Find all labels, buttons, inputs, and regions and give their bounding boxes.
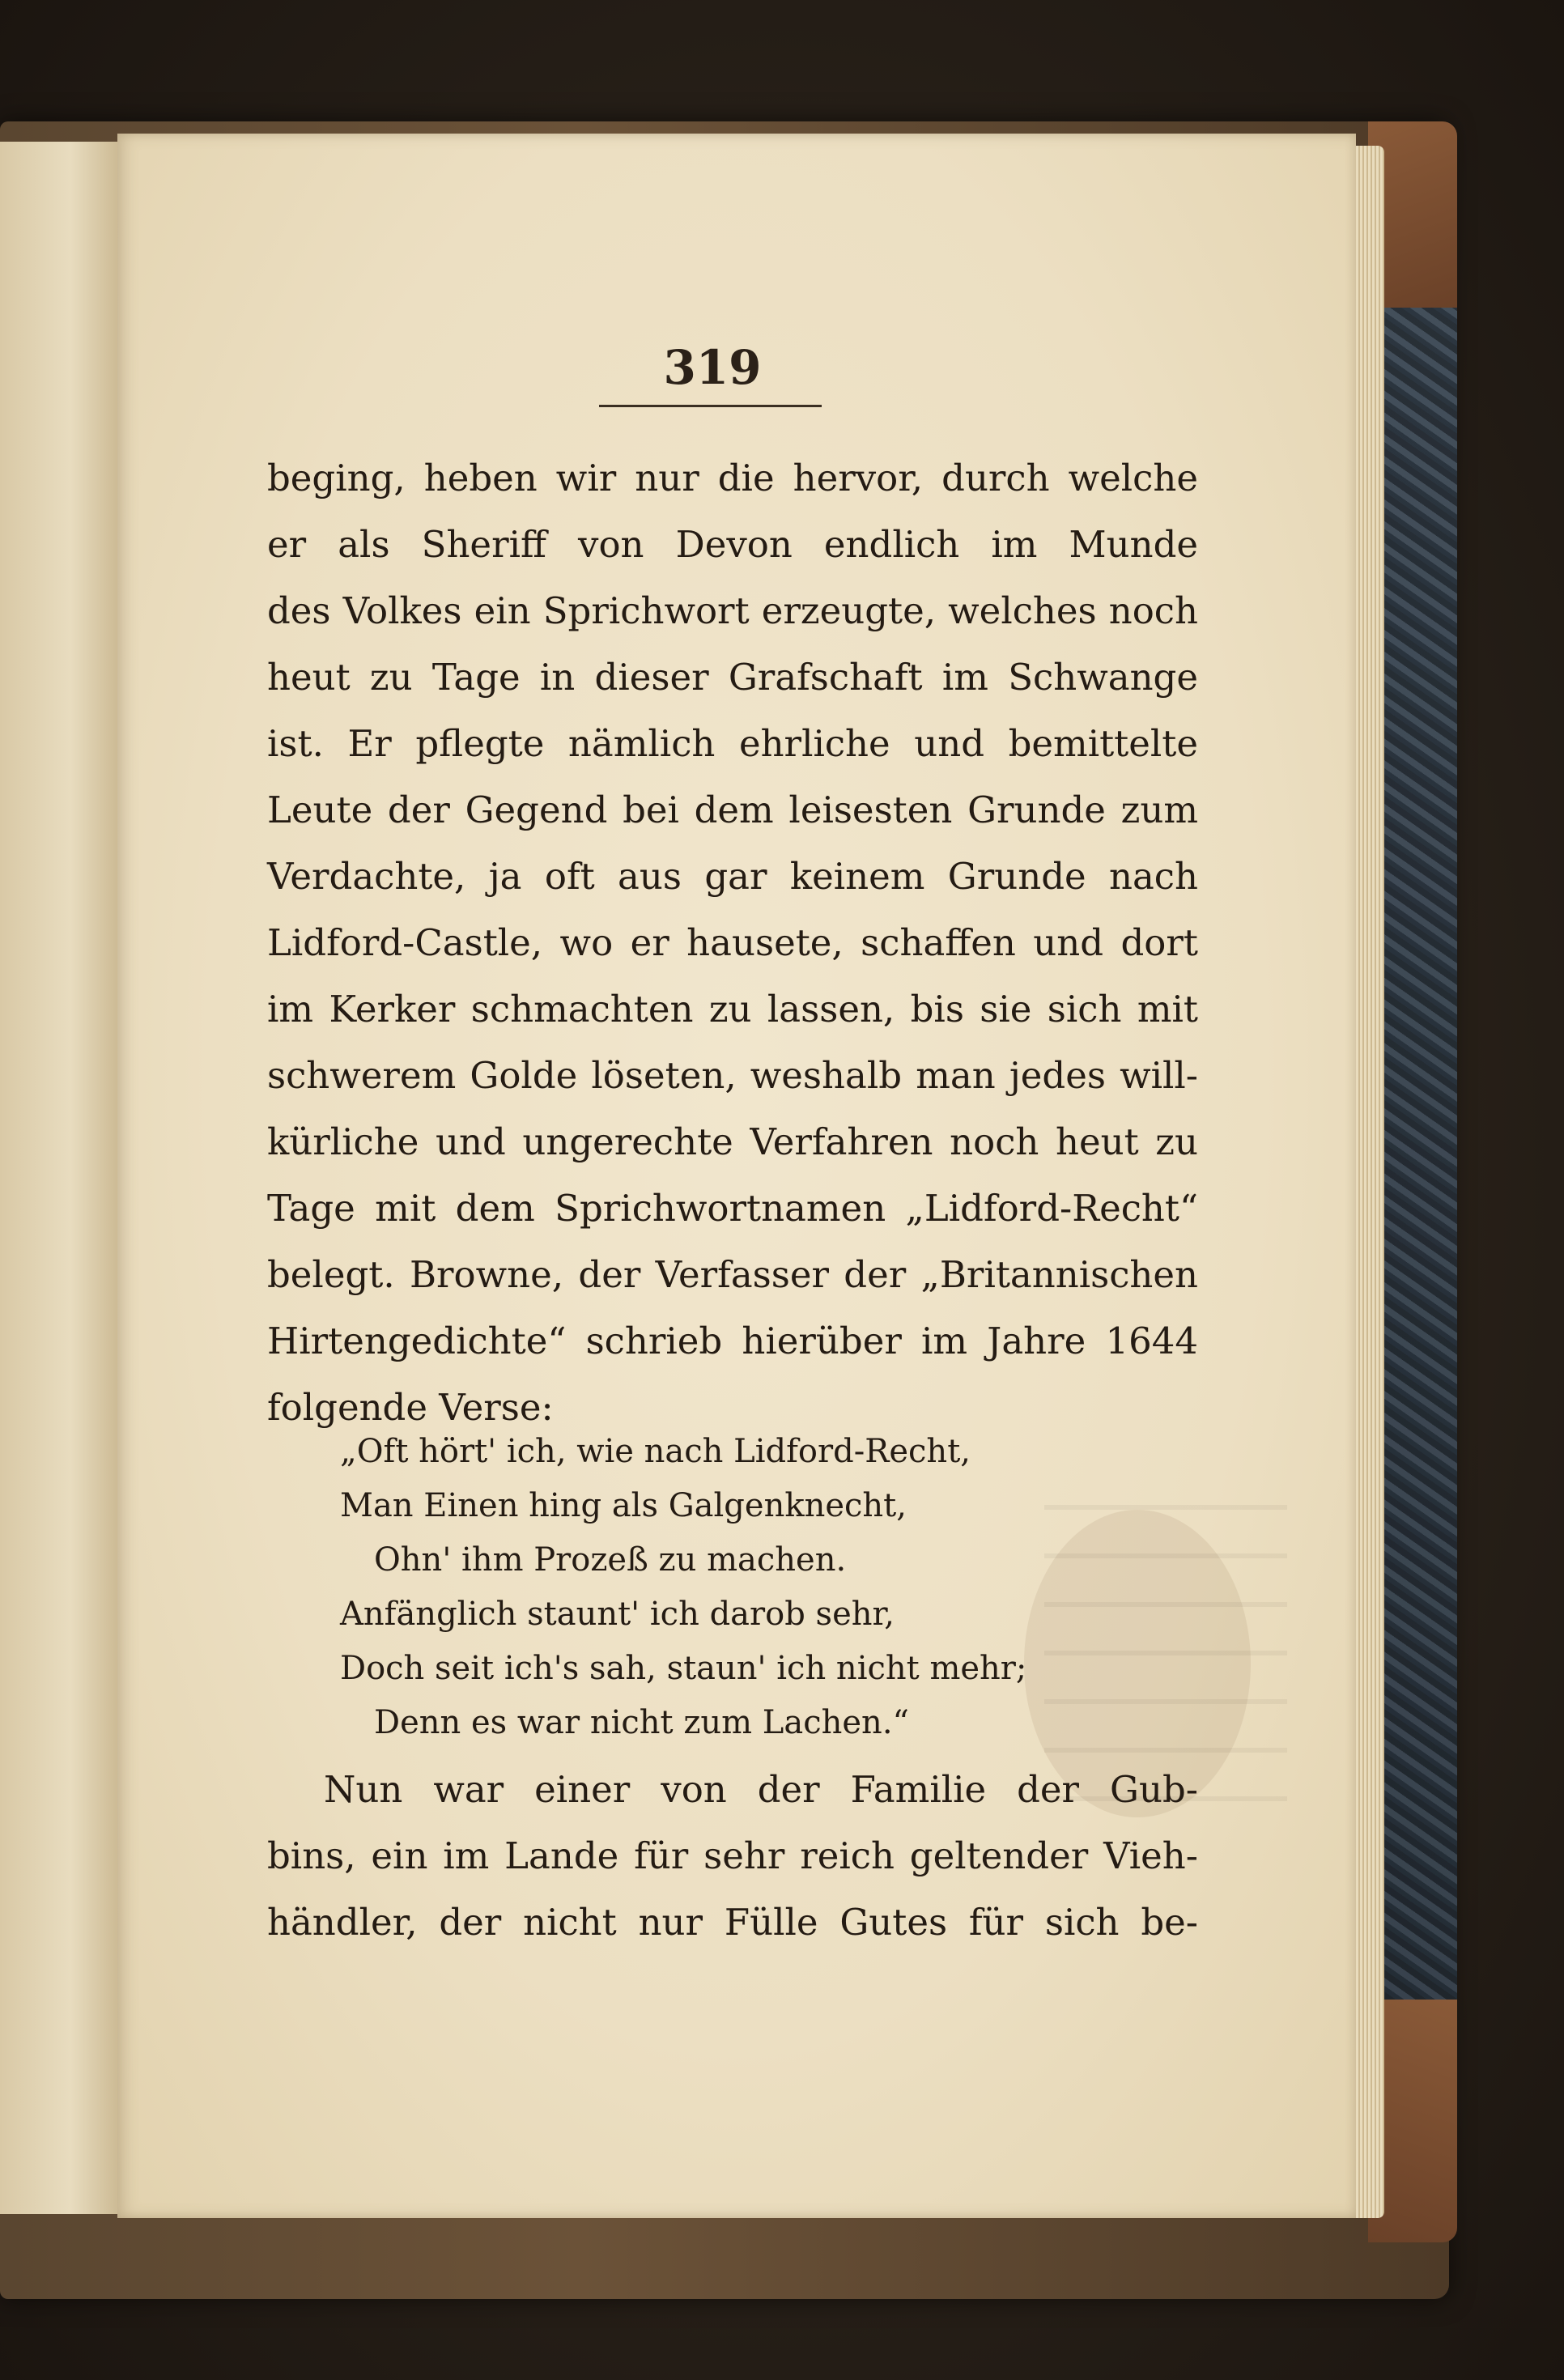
- text-line: Tage mit dem Sprichwortnamen „Lidford-Recht“: [267, 1187, 1198, 1230]
- paragraph-2: [267, 1757, 1198, 1956]
- header-rule: [599, 405, 822, 407]
- book-page: [117, 134, 1356, 2218]
- verse-line: Denn es war nicht zum Lachen.“: [374, 1704, 909, 1741]
- text-line: heut zu Tage in dieser Grafschaft im Schwange: [267, 656, 1198, 699]
- verse-line: Anfänglich staunt' ich darob sehr,: [340, 1596, 895, 1633]
- text-line: händler, der nicht nur Fülle Gutes für sich be-: [267, 1901, 1198, 1944]
- paragraph-1: [267, 445, 1198, 1441]
- text-line: ist. Er pflegte nämlich ehrliche und bemittelte: [267, 722, 1198, 765]
- text-line: er als Sheriff von Devon endlich im Munde: [267, 523, 1198, 566]
- page-number: 319: [663, 340, 762, 395]
- marbled-cover-edge: [1376, 291, 1457, 2008]
- verse-line: Doch seit ich's sah, staun' ich nicht mehr;: [340, 1650, 1027, 1687]
- verse-line: Man Einen hing als Galgenknecht,: [340, 1487, 907, 1524]
- text-line: Lidford-Castle, wo er hausete, schaffen und dort: [267, 921, 1198, 964]
- text-line: des Volkes ein Sprichwort erzeugte, welches noch: [267, 589, 1198, 632]
- text-line: kürliche und ungerechte Verfahren noch heut zu: [267, 1120, 1198, 1163]
- text-line: schwerem Golde löseten, weshalb man jedes will-: [267, 1054, 1198, 1097]
- text-line: bins, ein im Lande für sehr reich geltender Vieh-: [267, 1834, 1198, 1877]
- facing-page-edge: [0, 142, 120, 2214]
- text-line: folgende Verse:: [267, 1386, 554, 1429]
- text-line: beging, heben wir nur die hervor, durch welche: [267, 457, 1198, 499]
- verse-quote: [340, 1425, 1133, 1750]
- verse-line: Ohn' ihm Prozeß zu machen.: [374, 1541, 847, 1579]
- text-line: Verdachte, ja oft aus gar keinem Grunde nach: [267, 855, 1198, 898]
- text-line: belegt. Browne, der Verfasser der „Britannischen: [267, 1253, 1198, 1296]
- text-line: Nun war einer von der Familie der Gub-: [324, 1768, 1198, 1811]
- text-line: Hirtengedichte“ schrieb hierüber im Jahre 1644: [267, 1320, 1198, 1362]
- text-line: Leute der Gegend bei dem leisesten Grunde zum: [267, 788, 1198, 831]
- text-line: im Kerker schmachten zu lassen, bis sie sich mit: [267, 988, 1198, 1031]
- verse-line: „Oft hört' ich, wie nach Lidford-Recht,: [340, 1433, 971, 1470]
